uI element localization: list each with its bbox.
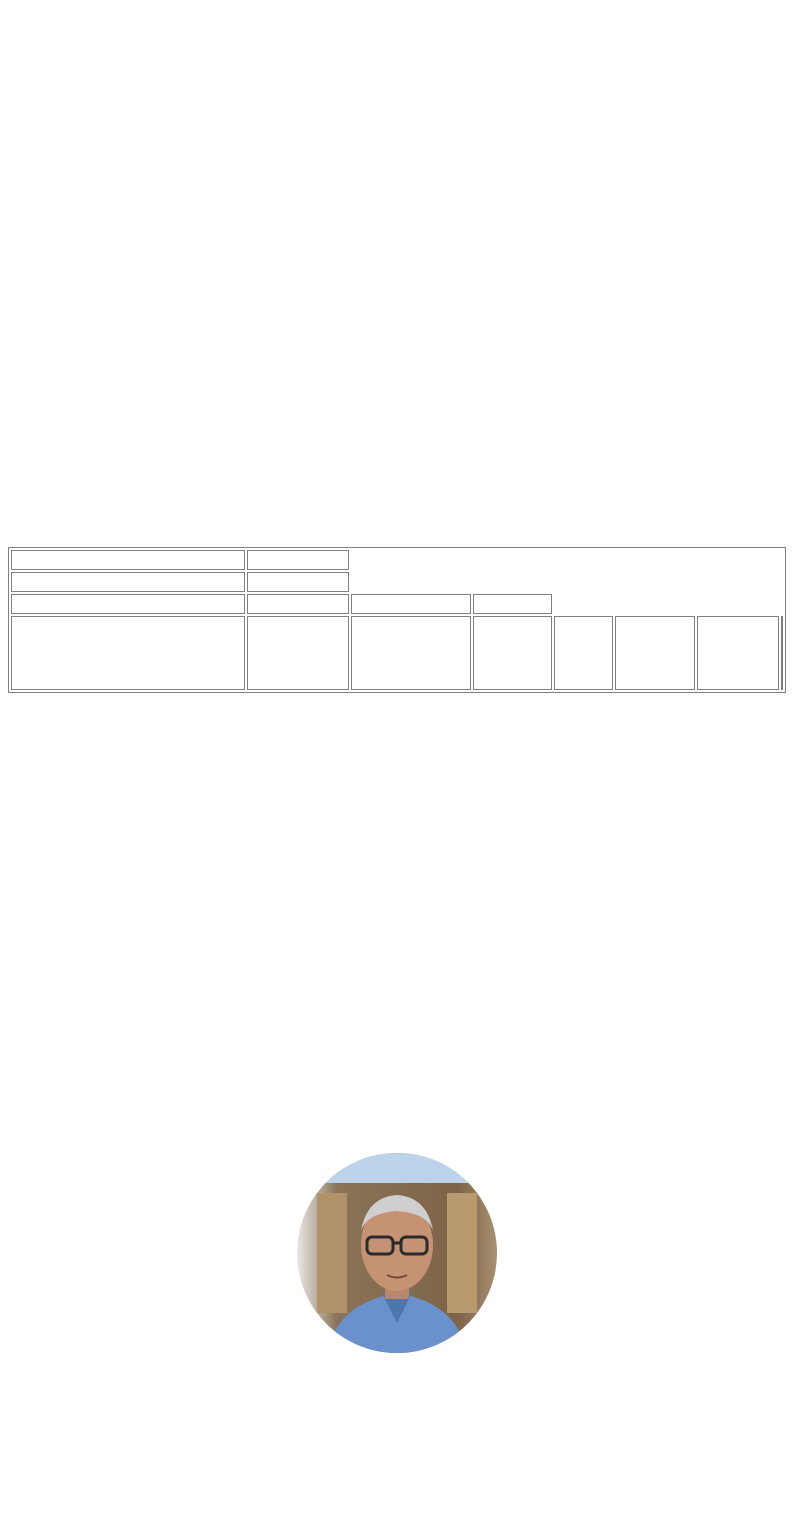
empty-space [351, 572, 783, 592]
table-row [11, 572, 783, 592]
author-photo [297, 1153, 497, 1353]
empty-cell [11, 594, 245, 614]
column-header-row [11, 616, 783, 690]
empty-space [351, 550, 783, 570]
empty-cell [473, 594, 552, 614]
column-header [473, 616, 552, 690]
column-header [247, 616, 349, 690]
report-subtitle [11, 572, 245, 592]
column-header [351, 616, 471, 690]
report-title [11, 550, 245, 570]
column-header [554, 616, 614, 690]
table-row [11, 550, 783, 570]
column-header [615, 616, 695, 690]
empty-space [554, 594, 783, 614]
column-header [697, 616, 779, 690]
this-year-header [351, 594, 471, 614]
empty-cell [247, 572, 349, 592]
quality-cost-report-table [8, 547, 786, 693]
last-year-header [247, 594, 349, 614]
empty-cell [11, 616, 245, 690]
table-row [11, 594, 783, 614]
empty-cell [247, 550, 349, 570]
empty-cell [781, 616, 783, 690]
person-icon [297, 1153, 497, 1353]
